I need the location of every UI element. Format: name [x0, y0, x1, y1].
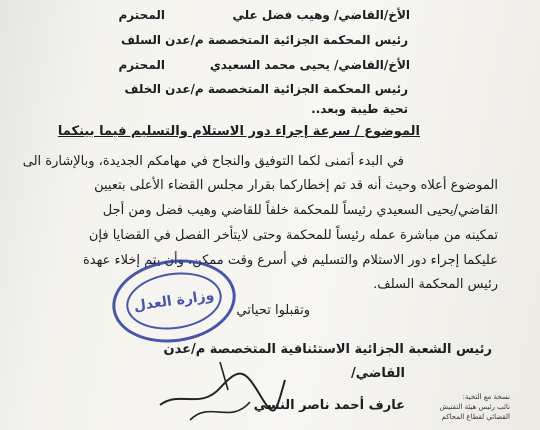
body-line-3: القاضي/يحيى السعيدي رئيساً للمحكمة خلفاً للقاضي وهيب فضل ومن أجل: [102, 203, 498, 218]
copy-note-heading: نسخة مع التحية:: [462, 393, 510, 401]
body-line-2: الموضوع أعلاه وحيث أنه قد تم إخطاركما بقرار مجلس القضاء الأعلى بتعيين: [94, 178, 498, 193]
addressee-2-name: الأخ/القاضي/ يحيى محمد السعيدي: [209, 58, 410, 72]
body-line-4: تمكينه من مباشرة عمله رئيساً للمحكمة وحتى لايتأخر الفصل في القضايا فإن: [88, 228, 498, 243]
greeting: تحية طيبة وبعد..: [311, 102, 408, 116]
body-line-1: في البدء أتمنى لكما التوفيق والنجاح في مهامكم الجديدة، وبالإشارة الى: [22, 154, 404, 169]
copy-note-line-1: نائب رئيس هيئة التفتيش: [439, 403, 510, 411]
addressee-2-role: رئيس المحكمة الجزائية المتخصصة م/عدن الخلف: [124, 82, 408, 96]
signature-mark: [150, 350, 290, 430]
sender-title: رئيس الشعبة الجزائية الاستئنافية المتخصصة م/عدن: [163, 342, 492, 357]
subject-line: الموضوع / سرعة إجراء دور الاستلام والتسليم فيما بينكما: [57, 124, 420, 139]
judge-name: عارف أحمد ناصر النسي: [253, 398, 405, 413]
stamp-text: وزارة العدل: [123, 267, 226, 336]
judge-label: القاضي/: [350, 366, 405, 381]
copy-note: [420, 392, 510, 422]
copy-note-line-2: القضائي لقطاع المحاكم: [441, 413, 510, 421]
body-line-6: رئيس المحكمة السلف.: [373, 277, 498, 292]
addressee-2-title: المحترم: [118, 58, 165, 72]
addressee-1-role: رئيس المحكمة الجزائية المتخصصة م/عدن السلف: [120, 33, 408, 47]
addressee-1-title: المحترم: [118, 8, 165, 22]
body-line-5: عليكما إجراء دور الاستلام والتسليم في أسرع وقت ممكن، وأن يتم إخلاء عهدة: [82, 253, 498, 268]
addressee-1-name: الأخ/القاضي/ وهيب فضل علي: [232, 8, 410, 22]
closing-regards: وتقبلوا تحياتي: [236, 303, 310, 318]
